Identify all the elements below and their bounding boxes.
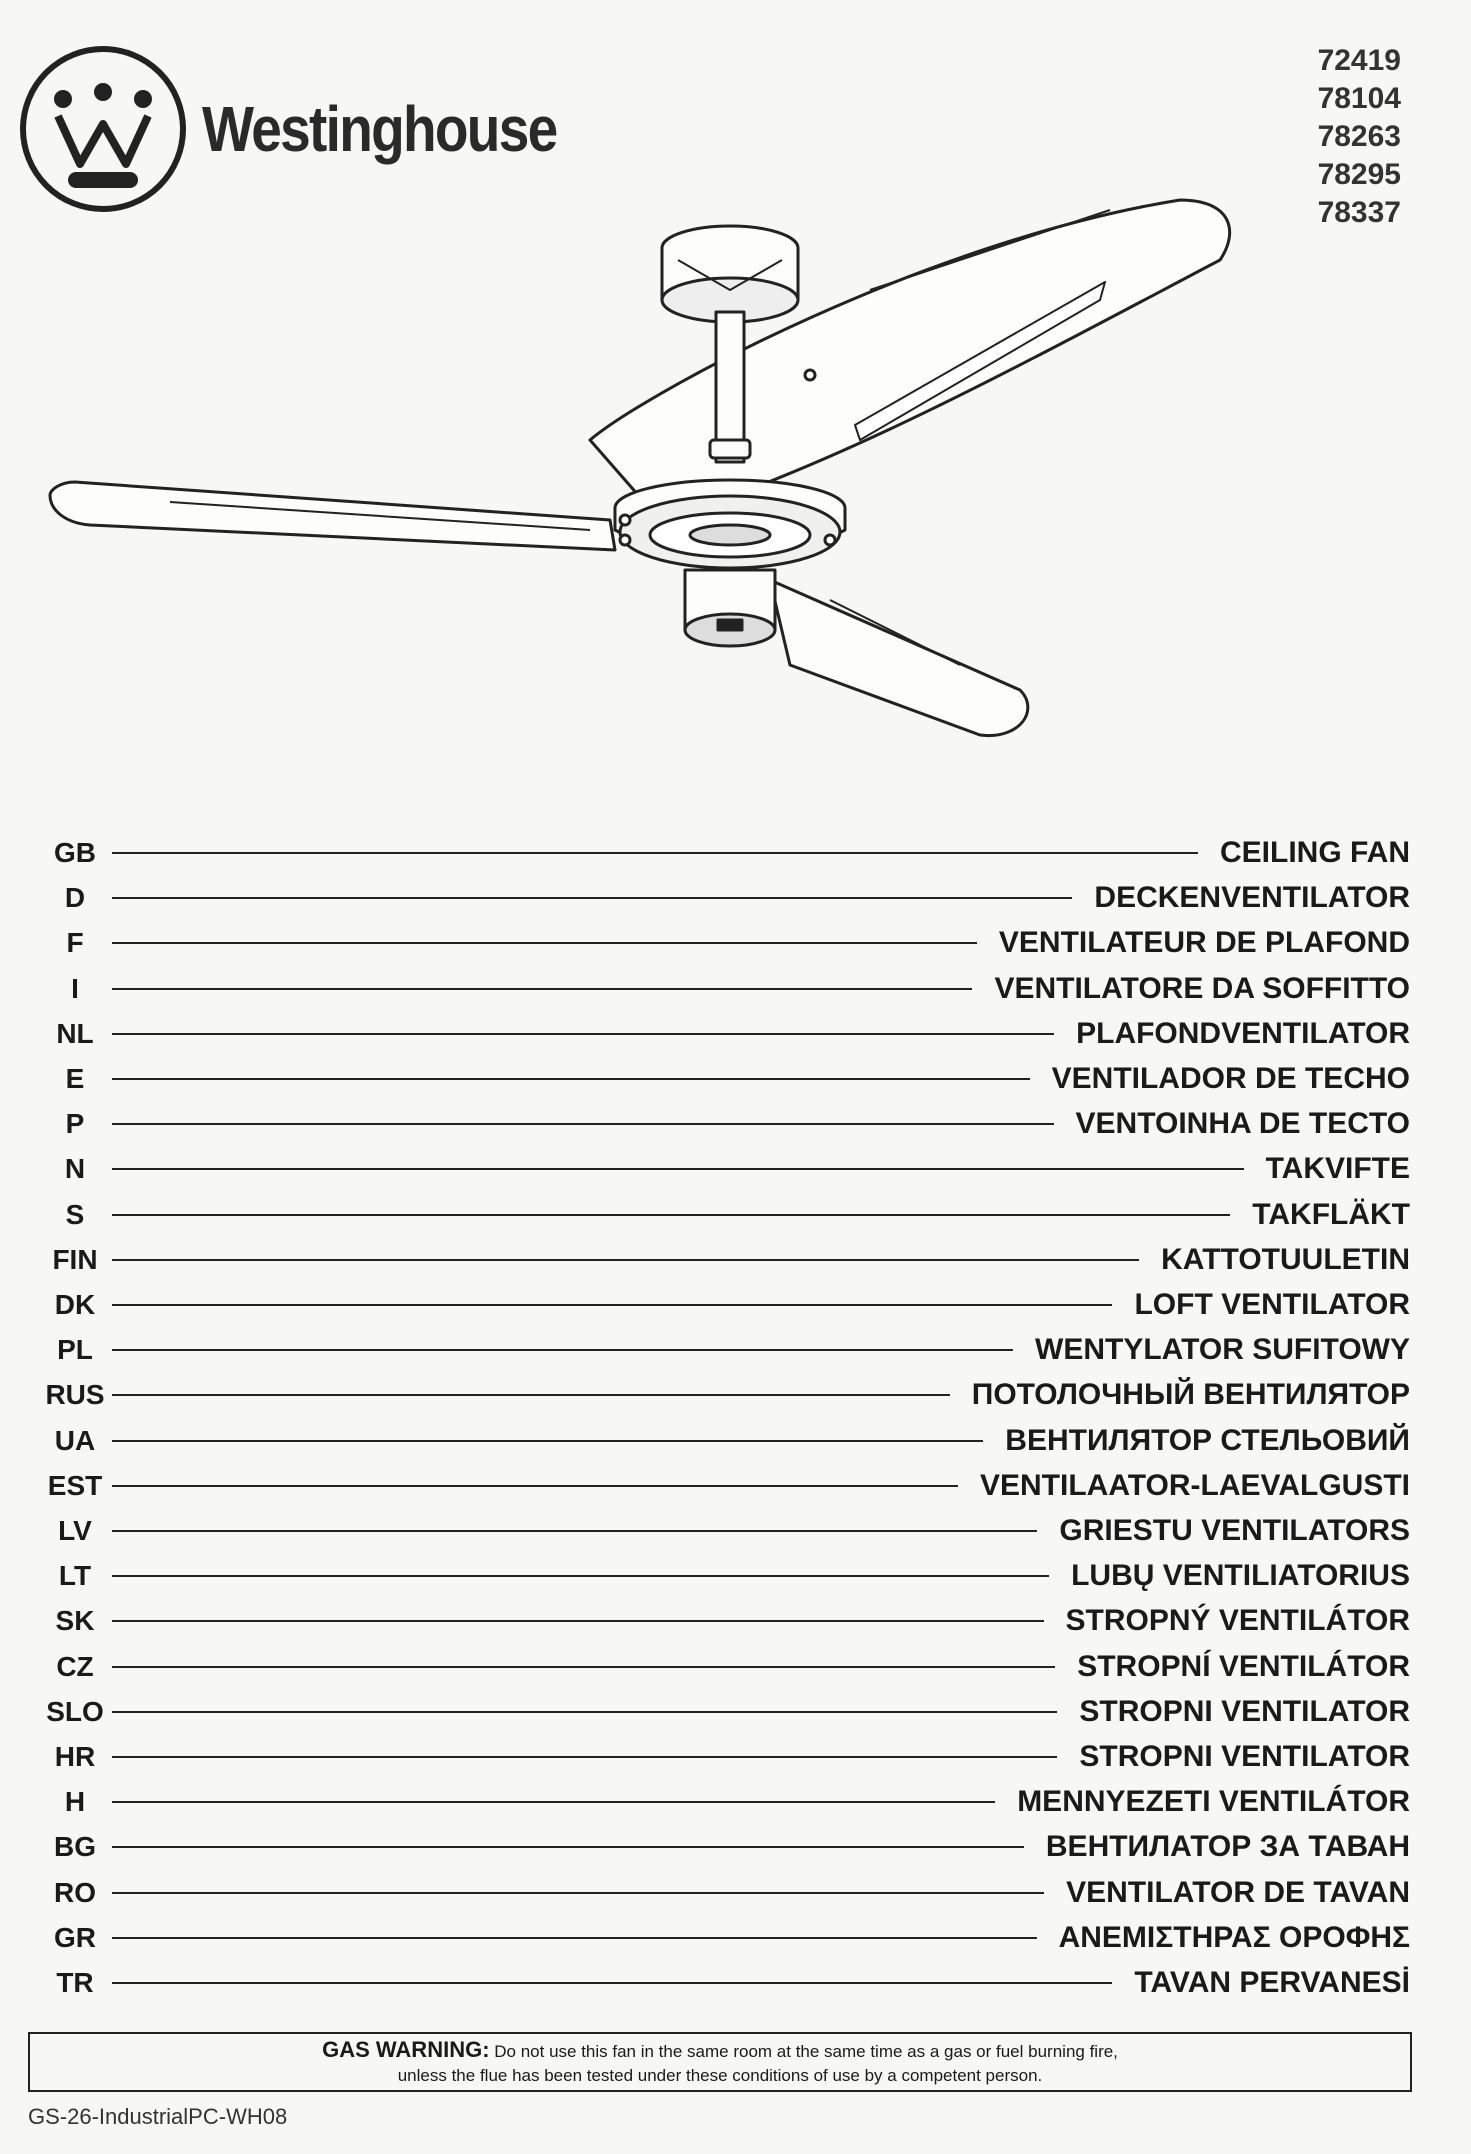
leader-line — [112, 897, 1072, 899]
language-code: S — [65, 1198, 85, 1230]
model-number: 78295 — [1317, 158, 1401, 191]
language-row — [40, 1059, 1410, 1099]
language-row — [40, 1827, 1410, 1867]
language-code: EST — [47, 1469, 103, 1501]
language-row — [40, 1466, 1410, 1506]
model-number: 78104 — [1317, 82, 1401, 115]
model-number: 78337 — [1317, 196, 1401, 229]
gas-warning-label: GAS WARNING: — [322, 2037, 490, 2062]
language-code: HR — [54, 1741, 96, 1772]
language-code: CZ — [56, 1650, 94, 1682]
language-code: D — [64, 882, 86, 914]
leader-line — [112, 1530, 1037, 1532]
language-row — [40, 1647, 1410, 1687]
language-code: GB — [54, 837, 96, 868]
language-title: TAKVIFTE — [1265, 1152, 1410, 1186]
leader-line — [112, 852, 1198, 854]
language-row — [40, 1873, 1410, 1913]
language-title: MENNYEZETI VENTILÁTOR — [1017, 1785, 1410, 1819]
leader-line — [112, 1259, 1139, 1261]
language-title: DECKENVENTILATOR — [1094, 881, 1410, 915]
language-code: RO — [54, 1876, 96, 1908]
language-code: E — [65, 1063, 85, 1094]
leader-line — [112, 942, 977, 944]
gas-warning-box — [28, 2032, 1412, 2092]
language-title: STROPNI VENTILATOR — [1079, 1740, 1410, 1773]
language-title: ПОТОЛОЧНЫЙ ВЕНТИЛЯТОР — [971, 1378, 1410, 1412]
leader-line — [112, 1304, 1112, 1306]
language-title: WENTYLATOR SUFITOWY — [1035, 1333, 1410, 1367]
language-row — [40, 1240, 1410, 1280]
language-row — [40, 1918, 1410, 1958]
gas-warning-line-1 — [30, 2038, 1410, 2064]
language-row — [40, 1195, 1410, 1235]
language-code: NL — [56, 1017, 94, 1049]
leader-line — [112, 988, 972, 990]
language-title: ВЕНТИЛЯТОР СТЕЛЬОВИЙ — [1005, 1423, 1410, 1457]
language-code: TR — [56, 1967, 94, 1998]
language-code: LT — [58, 1560, 92, 1592]
leader-line — [112, 1846, 1024, 1848]
gas-warning-text-1: Do not use this fan in the same room at the same time as a gas or fuel burning fire, — [489, 2042, 1118, 2061]
leader-line — [112, 1033, 1054, 1035]
language-row — [40, 923, 1410, 963]
language-title: STROPNÍ VENTILÁTOR — [1077, 1649, 1410, 1683]
leader-line — [112, 1756, 1057, 1758]
leader-line — [112, 1892, 1044, 1894]
gas-warning-text-2: unless the flue has been tested under these conditions of use by a competent person. — [397, 2066, 1043, 2085]
language-title: STROPNÝ VENTILÁTOR — [1065, 1604, 1410, 1638]
language-title: LUBŲ VENTILIATORIUS — [1071, 1559, 1410, 1593]
westinghouse-logo — [18, 44, 188, 214]
leader-line — [112, 1711, 1057, 1713]
language-title: VENTILATORE DA SOFFITTO — [994, 971, 1410, 1005]
language-code: PL — [57, 1334, 93, 1366]
ceiling-fan-illustration — [30, 190, 1260, 750]
leader-line — [112, 1168, 1244, 1170]
language-row — [40, 1556, 1410, 1596]
language-row — [40, 833, 1410, 873]
language-title: PLAFONDVENTILATOR — [1076, 1016, 1410, 1050]
language-title: TAVAN PERVANESİ — [1134, 1966, 1410, 1999]
leader-line — [112, 1620, 1044, 1622]
language-title: ΑΝΕΜΙΣΤΗΡΑΣ ΟΡΟΦΗΣ — [1058, 1920, 1410, 1954]
language-title: ВЕНТИЛАТОР ЗА ТАВАН — [1045, 1830, 1410, 1864]
language-row — [40, 1285, 1410, 1325]
language-row — [40, 1737, 1410, 1777]
language-code: BG — [54, 1831, 96, 1863]
language-title: KATTOTUULETIN — [1161, 1242, 1410, 1276]
language-row — [40, 1782, 1410, 1822]
document-code: GS-26-IndustrialPC-WH08 — [28, 2104, 288, 2129]
leader-line — [112, 1349, 1013, 1351]
language-code: RUS — [45, 1379, 105, 1411]
language-code: H — [64, 1786, 86, 1818]
language-row — [40, 1692, 1410, 1732]
leader-line — [112, 1440, 983, 1442]
language-row — [40, 1421, 1410, 1461]
model-number: 78263 — [1317, 120, 1401, 153]
leader-line — [112, 1982, 1112, 1984]
language-code: DK — [54, 1289, 96, 1320]
language-row — [40, 1149, 1410, 1189]
language-row — [40, 1330, 1410, 1370]
language-title: VENTILATOR DE TAVAN — [1066, 1875, 1410, 1909]
brand-name: Westinghouse — [202, 93, 557, 165]
model-numbers — [1318, 42, 1401, 232]
leader-line — [112, 1214, 1230, 1216]
language-title: VENTILATEUR DE PLAFOND — [998, 926, 1410, 960]
language-row — [40, 969, 1410, 1009]
leader-line — [112, 1937, 1037, 1939]
language-code: F — [66, 927, 84, 959]
language-code: SK — [55, 1605, 95, 1637]
model-number: 72419 — [1317, 44, 1401, 77]
language-code: UA — [54, 1424, 96, 1456]
language-code: P — [65, 1108, 85, 1140]
language-code: I — [71, 972, 79, 1004]
language-row — [40, 1511, 1410, 1551]
language-code: GR — [54, 1921, 96, 1953]
leader-line — [112, 1801, 995, 1803]
language-row — [40, 1601, 1410, 1641]
language-code: N — [64, 1153, 86, 1185]
language-code: LV — [58, 1515, 92, 1546]
leader-line — [112, 1123, 1054, 1125]
language-title: VENTOINHA DE TECTO — [1075, 1107, 1410, 1141]
language-title: VENTILADOR DE TECHO — [1051, 1062, 1410, 1095]
language-row — [40, 1014, 1410, 1054]
language-title: GRIESTU VENTILATORS — [1059, 1514, 1410, 1547]
language-title: STROPNI VENTILATOR — [1079, 1694, 1410, 1728]
fan-blade-left — [50, 482, 615, 550]
language-row — [40, 1104, 1410, 1144]
language-row — [40, 1375, 1410, 1415]
leader-line — [112, 1575, 1049, 1577]
leader-line — [112, 1485, 958, 1487]
language-title: CEILING FAN — [1219, 836, 1410, 869]
language-row — [40, 878, 1410, 918]
fan-blade-lower — [770, 580, 1028, 736]
leader-line — [112, 1666, 1055, 1668]
language-code: SLO — [46, 1695, 104, 1727]
language-row — [40, 1963, 1410, 2003]
language-title: VENTILAATOR-LAEVALGUSTI — [980, 1468, 1410, 1502]
language-title: LOFT VENTILATOR — [1134, 1288, 1410, 1321]
language-code: FIN — [52, 1243, 98, 1275]
leader-line — [112, 1394, 950, 1396]
language-title: TAKFLÄKT — [1252, 1197, 1410, 1231]
leader-line — [112, 1078, 1030, 1080]
